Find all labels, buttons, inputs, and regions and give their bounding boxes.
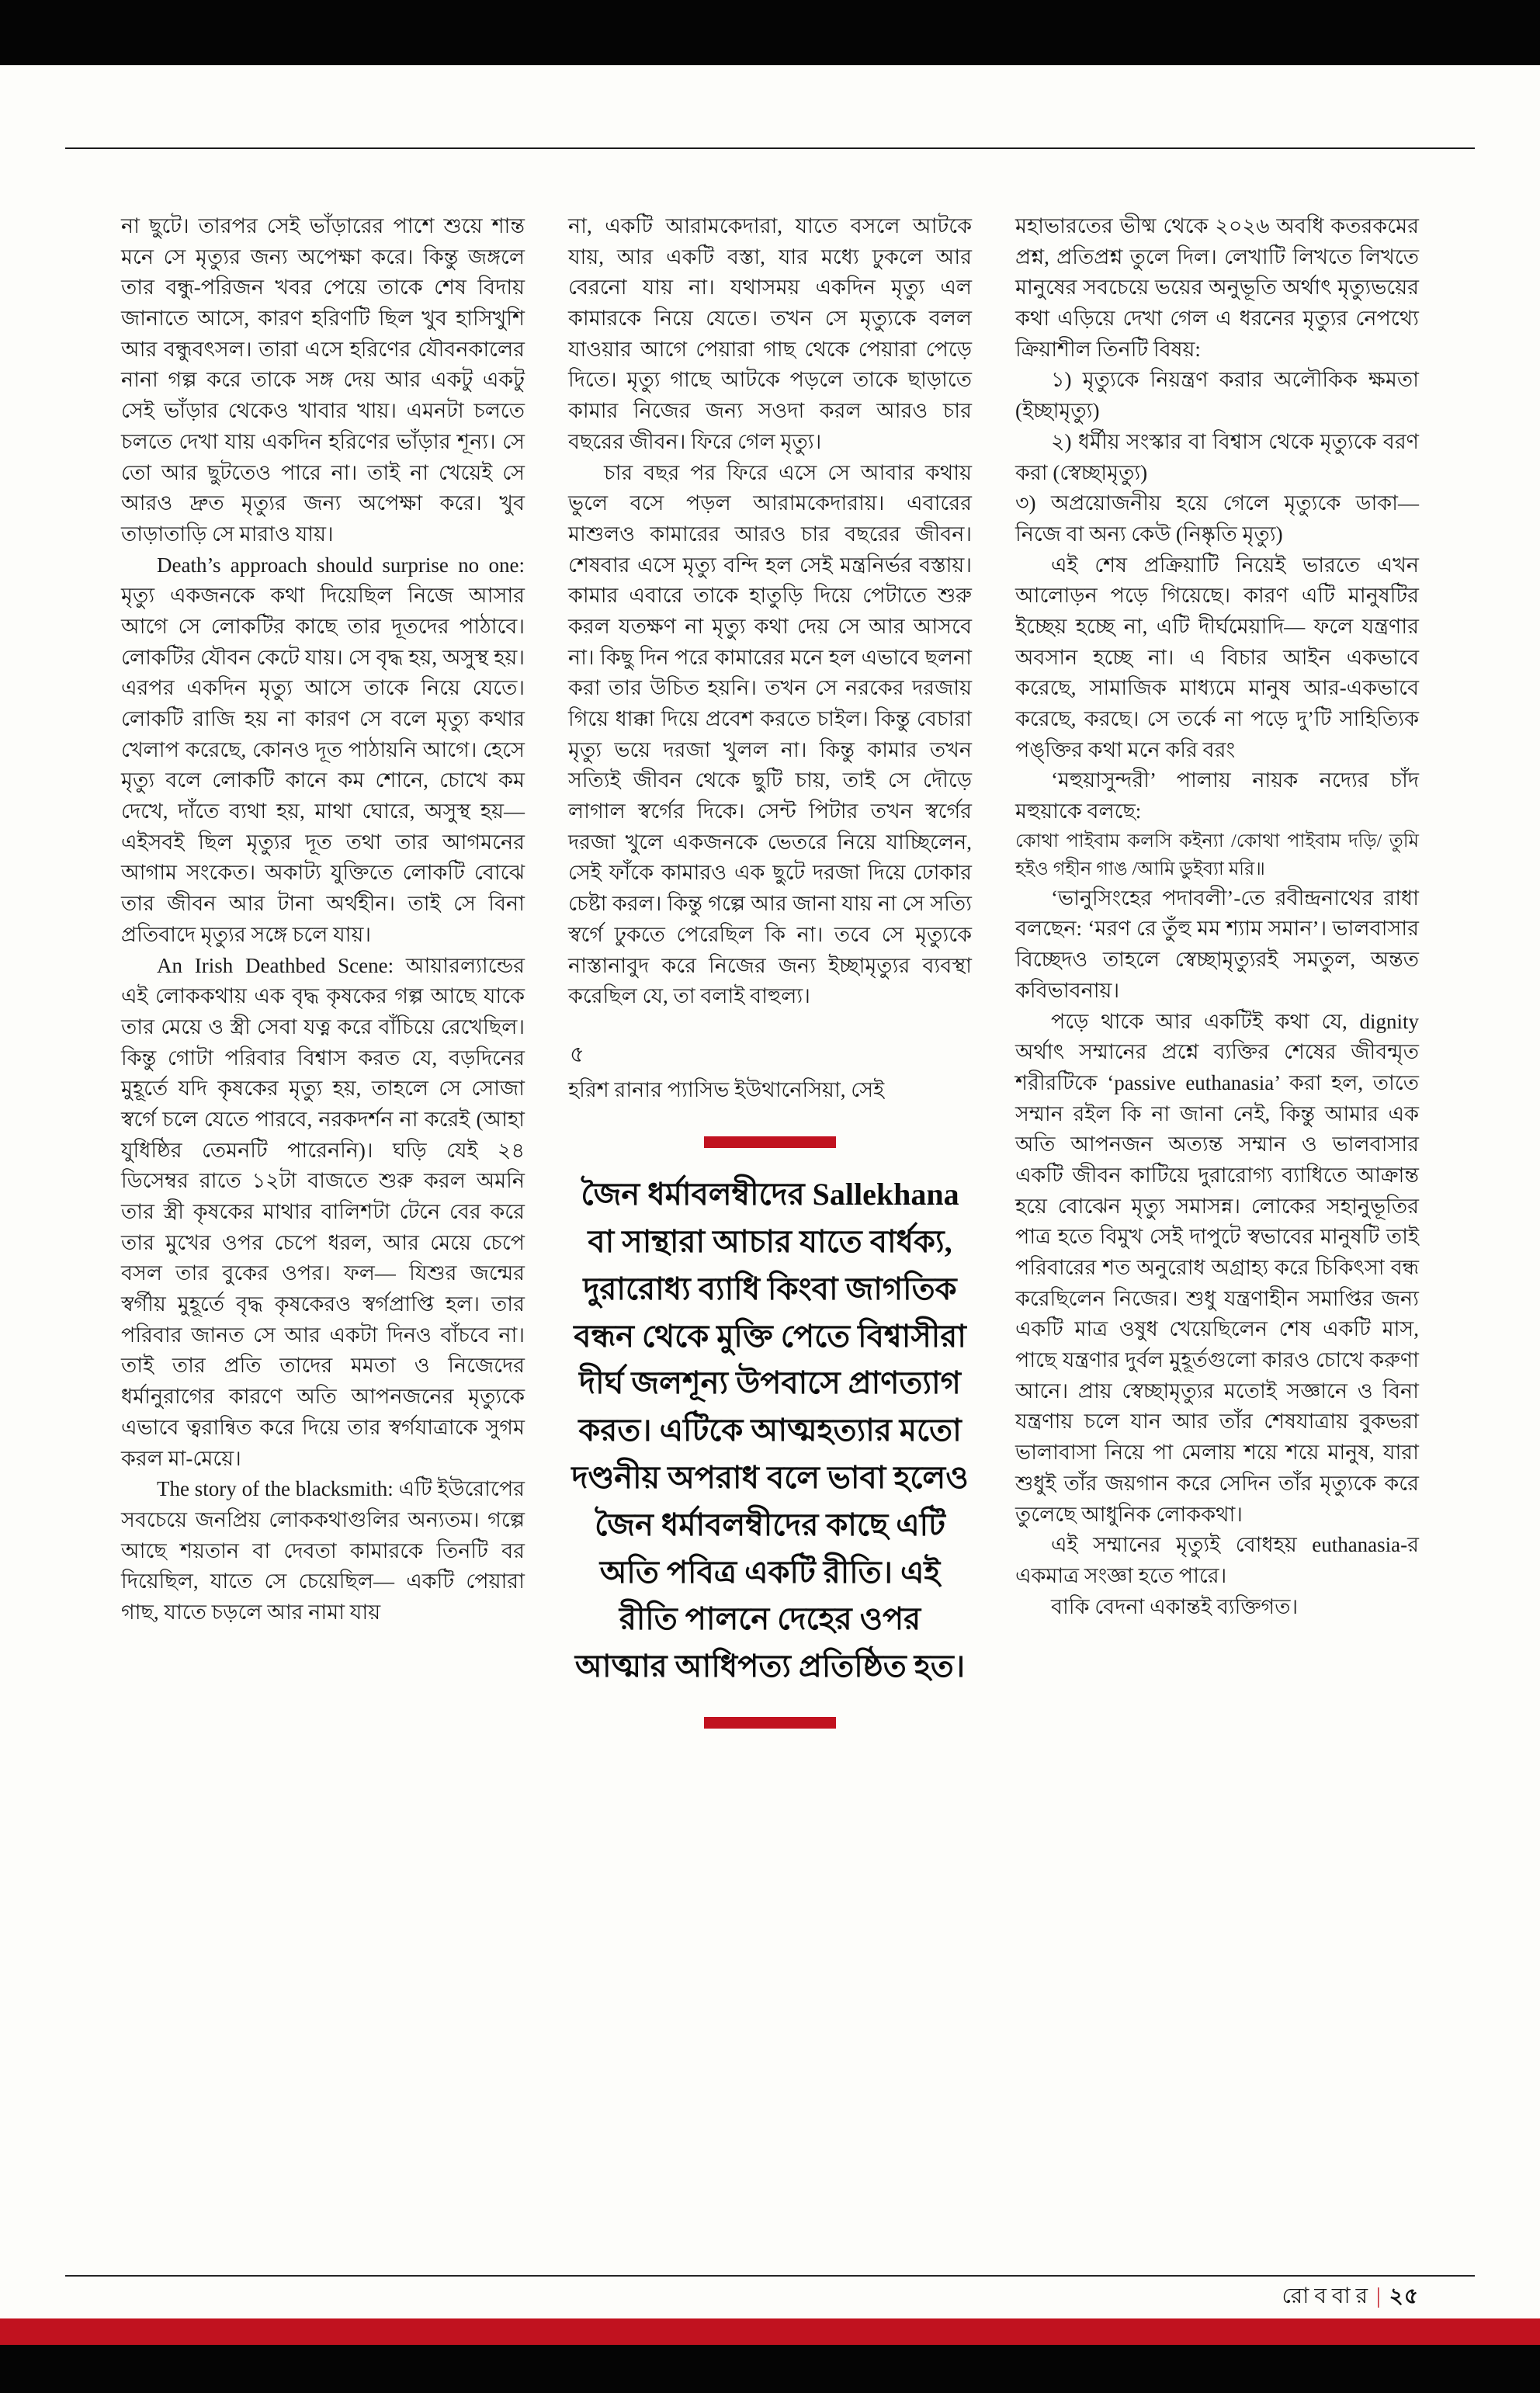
paragraph: এই শেষ প্রক্রিয়াটি নিয়েই ভারতে এখন আলোড়ন পড়ে গিয়েছে। কারণ এটি মানুষটির ইচ্ছেয় হচ্ছে না, এটি দীর্ঘমেয়াদি— ফলে যন্ত্রণার অবসান হচ্ছে না। এ বিচার আইন একভাবে করেছে, সামাজিক মাধ্যমে মানুষ আর-একভাবে করেছে, করছে। সে তর্কে না পড়ে দু’টি সাহিত্যিক পঙ্‌ক্তির কথা মনে করি বরং xyxy=(1015,553,1419,761)
paragraph: The story of the blacksmith: এটি ইউরোপের সবচেয়ে জনপ্রিয় লোককথাগুলির অন্যতম। গল্পে আছে শয়তান বা দেবতা কামারকে তিনটি বর দিয়েছিল, যাতে সে চেয়েছিল— একটি পেয়ারা গাছ, যাতে চড়লে আর নামা যায় xyxy=(121,1477,525,1624)
paragraph: Death’s approach should surprise no one: মৃত্যু একজনকে কথা দিয়েছিল নিজে আসার আগে সে লোকটির কাছে তার দূতদের পাঠাবে। লোকটির যৌবন কেটে যায়। সে বৃদ্ধ হয়, অসুস্থ হয়। এরপর একদিন মৃত্যু আসে তাকে নিয়ে যেতে। লোকটি রাজি হয় না কারণ সে বলে মৃত্যু কথার খেলাপ করেছে, কোনও দূত পাঠায়নি আগে। হেসে মৃত্যু বলে লোকটি কানে কম শোনে, চোখে কম দেখে, দাঁতে ব্যথা হয়, মাথা ঘোরে, অসুস্থ হয়— এইসবই ছিল মৃত্যুর দূত তথা তার আগমনের আগাম সংকেত। অকাট্য যুক্তিতে লোকটি বোঝে তার জীবন আর টানা অর্থহীন। তাই সে বিনা প্রতিবাদে মৃত্যুর সঙ্গে চলে যায়। xyxy=(121,553,525,946)
section-intro-paragraph: হরিশ রানার প্যাসিভ ইউথানেসিয়া, সেই xyxy=(568,1077,885,1101)
paragraph: An Irish Deathbed Scene: আয়ারল্যান্ডের এই লোককথায় এক বৃদ্ধ কৃষকের গল্প আছে যাকে তার মেয়ে ও স্ত্রী সেবা যত্ন করে বাঁচিয়ে রেখেছিল। কিন্তু গোটা পরিবার বিশ্বাস করত যে, বড়দিনের মুহূর্তে যদি কৃষকের মৃত্যু হয়, তাহলে সে সোজা স্বর্গে চলে যেতে পারবে, নরকদর্শন না করেই (আহা যুধিষ্ঠির তেমনটি পারেননি)। ঘড়ি যেই ২৪ ডিসেম্বর রাতে ১২টা বাজতে শুরু করল অমনি তার স্ত্রী কৃষকের মাথার বালিশটা টেনে বের করে তার মুখের ওপর চেপে ধরল, আর মেয়ে চেপে বসল তার বুকের ওপর। ফল— যিশুর জন্মের স্বর্গীয় মুহূর্তে বৃদ্ধ কৃষকেরও স্বর্গপ্রাপ্তি হল। তার পরিবার জানত সে আর একটা দিনও বাঁচবে না। তাই তার প্রতি তাদের মমতা ও নিজেদের ধর্মানুরাগের কারণে অতি আপনজনের মৃত্যুকে এভাবে ত্বরান্বিত করে দিয়ে তার স্বর্গযাত্রাকে সুগম করল মা-মেয়ে। xyxy=(121,953,525,1470)
bottom-black-bar xyxy=(0,2345,1540,2393)
pullquote-top-red-bar xyxy=(704,1136,836,1148)
column-2-paragraphs xyxy=(568,211,972,1012)
paragraph: না ছুটে। তারপর সেই ভাঁড়ারের পাশে শুয়ে শান্ত মনে সে মৃত্যুর জন্য অপেক্ষা করে। কিন্তু জঙ্গলে তার বন্ধু-পরিজন খবর পেয়ে তাকে শেষ বিদায় জানাতে আসে, কারণ হরিণটি ছিল খুব হাসিখুশি আর বন্ধুবৎসল। তারা এসে হরিণের যৌবনকালের নানা গল্প করে তাকে সঙ্গ দেয় আর একটু একটু সেই ভাঁড়ার থেকেও খাবার খায়। এমনটা চলতে চলতে দেখা যায় একদিন হরিণের ভাঁড়ার শূন্য। সে তো আর ছুটতেও পারে না। তাই না খেয়েই সে আরও দ্রুত মৃত্যুর জন্য অপেক্ষা করে। খুব তাড়াতাড়ি সে মারাও যায়। xyxy=(121,214,525,546)
pullquote-text: জৈন ধর্মাবলম্বীদের Sallekhana বা সান্থারা আচার যাতে বার্ধক্য, দুরারোধ্য ব্যাধি কিংবা জাগতিক বন্ধন থেকে মুক্তি পেতে বিশ্বাসীরা দীর্ঘ জলশূন্য উপবাসে প্রাণত্যাগ করত। এটিকে আত্মহত্যার মতো দণ্ডনীয় অপরাধ বলে ভাবা হলেও জৈন ধর্মাবলম্বীদের কাছে এটি অতি পবিত্র একটি রীতি। এই রীতি পালনে দেহের ওপর আত্মার আধিপত্য প্রতিষ্ঠিত হত। xyxy=(571,1177,969,1684)
paragraph: কোথা পাইবাম কলসি কইন্যা /কোথা পাইবাম দড়ি/ তুমি হইও গহীন গাঙ /আমি ডুইব্যা মরি॥ xyxy=(1015,831,1419,879)
column-1 xyxy=(121,211,525,1628)
magazine-name: রোববার xyxy=(1282,2284,1374,2308)
paragraph: ‘মহুয়াসুন্দরী’ পালায় নায়ক নদ্যের চাঁদ মহুয়াকে বলছে: xyxy=(1015,768,1419,824)
paragraph: বাকি বেদনা একান্তই ব্যক্তিগত। xyxy=(1051,1594,1299,1618)
pullquote-bottom-red-bar xyxy=(704,1717,836,1729)
column-3 xyxy=(1015,211,1419,1622)
article-body xyxy=(121,211,1419,1729)
header-rule xyxy=(65,147,1475,149)
paragraph: ৩) অপ্রয়োজনীয় হয়ে গেলে মৃত্যুকে ডাকা— নিজে বা অন্য কেউ (নিষ্কৃতি মৃত্যু) xyxy=(1015,491,1419,546)
top-black-bar xyxy=(0,0,1540,65)
paragraph: পড়ে থাকে আর একটিই কথা যে, dignity অর্থাৎ সম্মানের প্রশ্নে ব্যক্তির শেষের জীবন্মৃত শরীরটিকে ‘passive euthanasia’ করা হল, তাতে সম্মান রইল কি না জানা নেই, কিন্তু আমার এক অতি আপনজন অত্যন্ত সম্মান ও ভালবাসার একটি জীবন কাটিয়ে দুরারোগ্য ব্যাধিতে আক্রান্ত হয়ে বোঝেন মৃত্যু সমাসন্ন। লোকের সহানুভূতির পাত্র হতে বিমুখ সেই দাপুটে স্বভাবের মানুষটি তাই পরিবারের শত অনুরোধ অগ্রাহ্য করে চিকিৎসা বন্ধ করেছিলেন নিজের। শুধু যন্ত্রণাহীন সমাপ্তির জন্য একটি মাত্র ওষুধ খেয়েছিলেন শেষ একটি মাস, পাছে যন্ত্রণার দুর্বল মুহূর্তগুলো কারও চোখে করুণা আনে। প্রায় স্বেচ্ছামৃত্যুর মতোই সজ্ঞানে ও বিনা যন্ত্রণায় চলে যান আর তাঁর শেষযাত্রায় বুকভরা ভালাবাসা নিয়ে পা মেলায় শয়ে শয়ে মানুষ, যারা শুধুই তাঁর জয়গান করে সেদিন তাঁর মৃত্যুকে করে তুলেছে আধুনিক লোককথা। xyxy=(1015,1009,1419,1526)
paragraph: মহাভারতের ভীষ্ম থেকে ২০২৬ অবধি কতরকমের প্রশ্ন, প্রতিপ্রশ্ন তুলে দিল। লেখাটি লিখতে লিখতে মানুষের সবচেয়ে ভয়ের অনুভূতি অর্থাৎ মৃত্যুভয়ের কথা এড়িয়ে দেখা গেল এ ধরনের মৃত্যুর নেপথ্যে ক্রিয়াশীল তিনটি বিষয়: xyxy=(1015,214,1419,361)
paragraph: চার বছর পর ফিরে এসে সে আবার কথায় ভুলে বসে পড়ল আরামকেদারায়। এবারের মাশুলও কামারের আরও চার বছরের জীবন। শেষবার এসে মৃত্যু বন্দি হল সেই মন্ত্রনির্ভর বস্তায়। কামার এবারে তাকে হাতুড়ি দিয়ে পেটাতে শুরু করল যতক্ষণ না মৃত্যু কথা দেয় সে আর আসবে না। কিছু দিন পরে কামারের মনে হল এভাবে ছলনা করা তার উচিত হয়নি। তখন সে নরকের দরজায় গিয়ে ধাক্কা দিয়ে প্রবেশ করতে চাইল। কিন্তু বেচারা মৃত্যু ভয়ে দরজা খুলল না। কিন্তু কামার তখন সত্যিই জীবন থেকে ছুটি চায়, তাই সে দৌড়ে লাগাল স্বর্গের দিকে। সেন্ট পিটার তখন স্বর্গের দরজা খুলে একজনকে ভেতরে নিয়ে যাচ্ছিলেন, সেই ফাঁকে কামারও এক ছুটে দরজা দিয়ে ঢোকার চেষ্টা করল। কিন্তু গল্পে আর জানা যায় না সে সত্যি স্বর্গে ঢুকতে পেরেছিল কি না। তবে সে মৃত্যুকে নাস্তানাবুদ করে নিজের জন্য ইচ্ছামৃত্যুর ব্যবস্থা করেছিল যে, তা বলাই বাহুল্য। xyxy=(568,460,972,1008)
paragraph: না, একটি আরামকেদারা, যাতে বসলে আটকে যায়, আর একটি বস্তা, যার মধ্যে ঢুকলে আর বেরনো যায় না। যথাসময় একদিন মৃত্যু এল কামারকে নিয়ে যেতে। তখন সে মৃত্যুকে বলল যাওয়ার আগে পেয়ারা গাছ থেকে পেয়ারা পেড়ে দিতে। মৃত্যু গাছে আটকে পড়লে তাকে ছাড়াতে কামার নিজের জন্য সওদা করল আরও চার বছরের জীবন। ফিরে গেল মৃত্যু। xyxy=(568,214,972,453)
footer-rule xyxy=(65,2275,1475,2277)
column-2 xyxy=(568,211,972,1729)
pull-quote xyxy=(568,1136,972,1729)
page-number: ২৫ xyxy=(1389,2284,1419,2308)
section-number: ৫ xyxy=(570,1042,584,1067)
footer-separator: | xyxy=(1376,2284,1382,2308)
paragraph: ২) ধর্মীয় সংস্কার বা বিশ্বাস থেকে মৃত্যুকে বরণ করা (স্বেচ্ছামৃত্যু) xyxy=(1015,429,1419,484)
paragraph: ১) মৃত্যুকে নিয়ন্ত্রণ করার অলৌকিক ক্ষমতা (ইচ্ছামৃত্যু) xyxy=(1015,368,1419,423)
bottom-red-bar xyxy=(0,2318,1540,2345)
paragraph: ‘ভানুসিংহের পদাবলী’-তে রবীন্দ্রনাথের রাধা বলছেন: ‘মরণ রে তুঁহু মম শ্যাম সমান’। ভালবাসার বিচ্ছেদও তাহলে স্বেচ্ছামৃত্যুরই সমতুল, অন্তত কবিভাবনায়। xyxy=(1015,886,1419,1002)
page-footer xyxy=(1282,2279,1419,2315)
paragraph: এই সম্মানের মৃত্যুই বোধহয় euthanasia-র একমাত্র সংজ্ঞা হতে পারে। xyxy=(1015,1533,1419,1587)
